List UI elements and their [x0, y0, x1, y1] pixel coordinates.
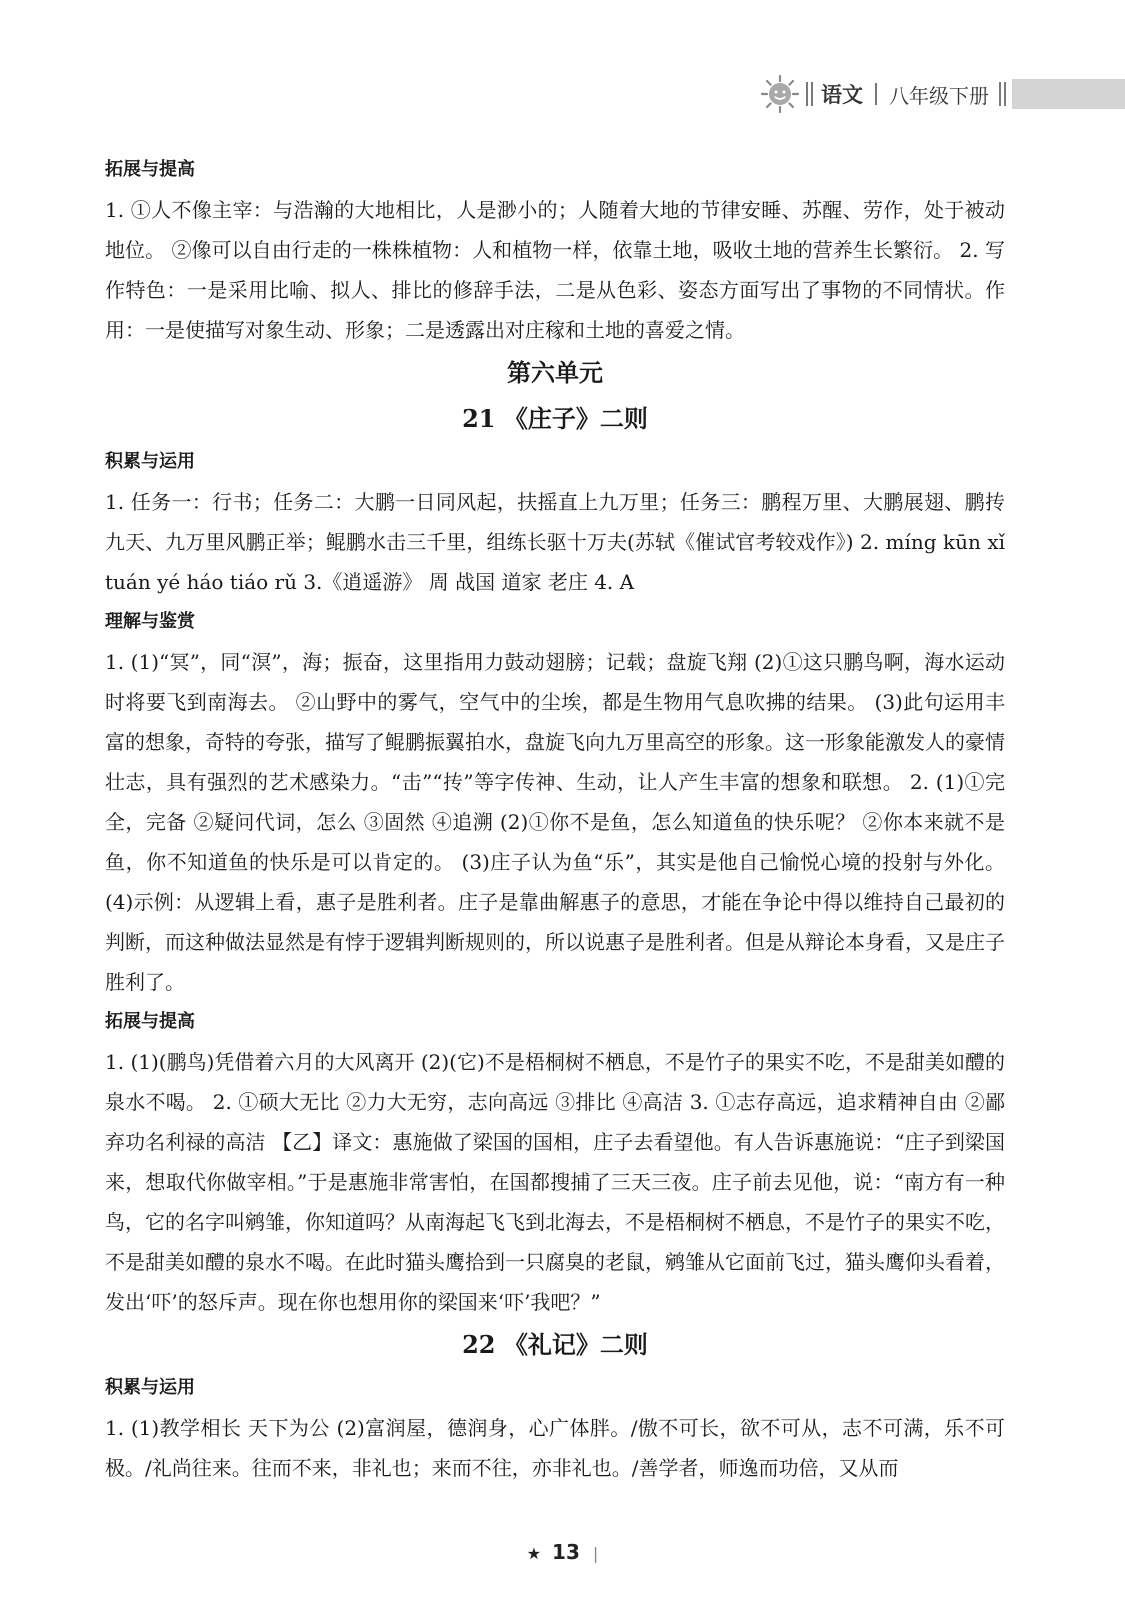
answer-paragraph: 1. (1)教学相长 天下为公 (2)富润屋，德润身，心广体胖。/傲不可长，欲不可从，志不可满，乐不可极。/礼尚往来。往而不来，非礼也；来而不往，亦非礼也。/善学者，师逸而功倍，又从而	[105, 1416, 1005, 1480]
unit-title: 第六单元	[507, 358, 603, 387]
lesson-title: 21 《庄子》二则	[462, 404, 648, 433]
section-heading: 拓展与提高	[105, 159, 195, 180]
page-number: 13	[552, 1540, 580, 1564]
grade-label: 八年级下册	[889, 83, 989, 108]
lesson-title: 22 《礼记》二则	[462, 1330, 648, 1359]
footer-divider: |	[592, 1544, 599, 1563]
answer-paragraph: 1. (1)(鹏鸟)凭借着六月的大风离开 (2)(它)不是梧桐树不栖息，不是竹子的果实不吃，不是甜美如醴的泉水不喝。 2. ①硕大无比 ②力大无穷，志向高远 ③排比 ④高洁 3. ①志存高远，追求精神自由 ②鄙弃功名利禄的高洁 【乙】译文：惠施做了梁国的国相，庄子去看望他。有人告诉惠施说：“庄子到梁国来，想取代你做宰相。”于是惠施非常害怕，在国都搜捕了三天三夜。庄子前去见他，说：“南方有一种鸟，它的名字叫鹓雏，你知道吗？从南海起飞飞到北海去，不是梧桐树不栖息，不是竹子的果实不吃，不是甜美如醴的泉水不喝。在此时猫头鹰拾到一只腐臭的老鼠，鹓雏从它面前飞过，猫头鹰仰头看着，发出‘吓’的怒斥声。现在你也想用你的梁国来‘吓’我吧？”	[105, 1050, 1005, 1314]
section-heading: 积累与运用	[105, 1377, 195, 1398]
star-icon: ★	[526, 1544, 542, 1563]
header-divider-bars	[806, 82, 813, 106]
running-header	[760, 74, 1125, 114]
header-band	[1012, 79, 1125, 109]
page-footer	[0, 1540, 1125, 1564]
section-heading: 积累与运用	[105, 451, 195, 472]
header-divider-bars-right	[999, 82, 1006, 106]
answer-paragraph: 1. (1)“冥”，同“溟”，海；振奋，这里指用力鼓动翅膀；记载；盘旋飞翔 (2)①这只鹏鸟啊，海水运动时将要飞到南海去。 ②山野中的雾气，空气中的尘埃，都是生物用气息吹拂的结果。 (3)此句运用丰富的想象，奇特的夸张，描写了鲲鹏振翼拍水，盘旋飞向九万里高空的形象。这一形象能激发人的豪情壮志，具有强烈的艺术感染力。“击”“抟”等字传神、生动，让人产生丰富的想象和联想。 2. (1)①完全，完备 ②疑问代词，怎么 ③固然 ④追溯 (2)①你不是鱼，怎么知道鱼的快乐呢？ ②你本来就不是鱼，你不知道鱼的快乐是可以肯定的。 (3)庄子认为鱼“乐”，其实是他自己愉悦心境的投射与外化。 (4)示例：从逻辑上看，惠子是胜利者。庄子是靠曲解惠子的意思，才能在争论中得以维持自己最初的判断，而这种做法显然是有悖于逻辑判断规则的，所以说惠子是胜利者。但是从辩论本身看，又是庄子胜利了。	[105, 650, 1005, 994]
answer-paragraph: 1. 任务一：行书；任务二：大鹏一日同风起，扶摇直上九万里；任务三：鹏程万里、大鹏展翅、鹏抟九天、九万里风鹏正举；鲲鹏水击三千里，组练长驱十万夫(苏轼《催试官考较戏作》) 2. míng kūn xǐ tuán yé háo tiáo rǔ 3.《逍遥游》 周 战国 道家 老庄 4. A	[105, 490, 1005, 594]
section-heading: 理解与鉴赏	[105, 611, 195, 632]
answer-paragraph: 1. ①人不像主宰：与浩瀚的大地相比，人是渺小的；人随着大地的节律安睡、苏醒、劳作，处于被动地位。 ②像可以自由行走的一株株植物：人和植物一样，依靠土地，吸收土地的营养生长繁衍。 2. 写作特色：一是采用比喻、拟人、排比的修辞手法，二是从色彩、姿态方面写出了事物的不同情状。作用：一是使描写对象生动、形象；二是透露出对庄稼和土地的喜爱之情。	[105, 198, 1005, 342]
page-content	[105, 150, 1005, 1488]
subject-label: 语文	[821, 83, 863, 107]
sun-icon	[760, 74, 800, 114]
header-separator	[875, 83, 877, 105]
section-heading: 拓展与提高	[105, 1011, 195, 1032]
